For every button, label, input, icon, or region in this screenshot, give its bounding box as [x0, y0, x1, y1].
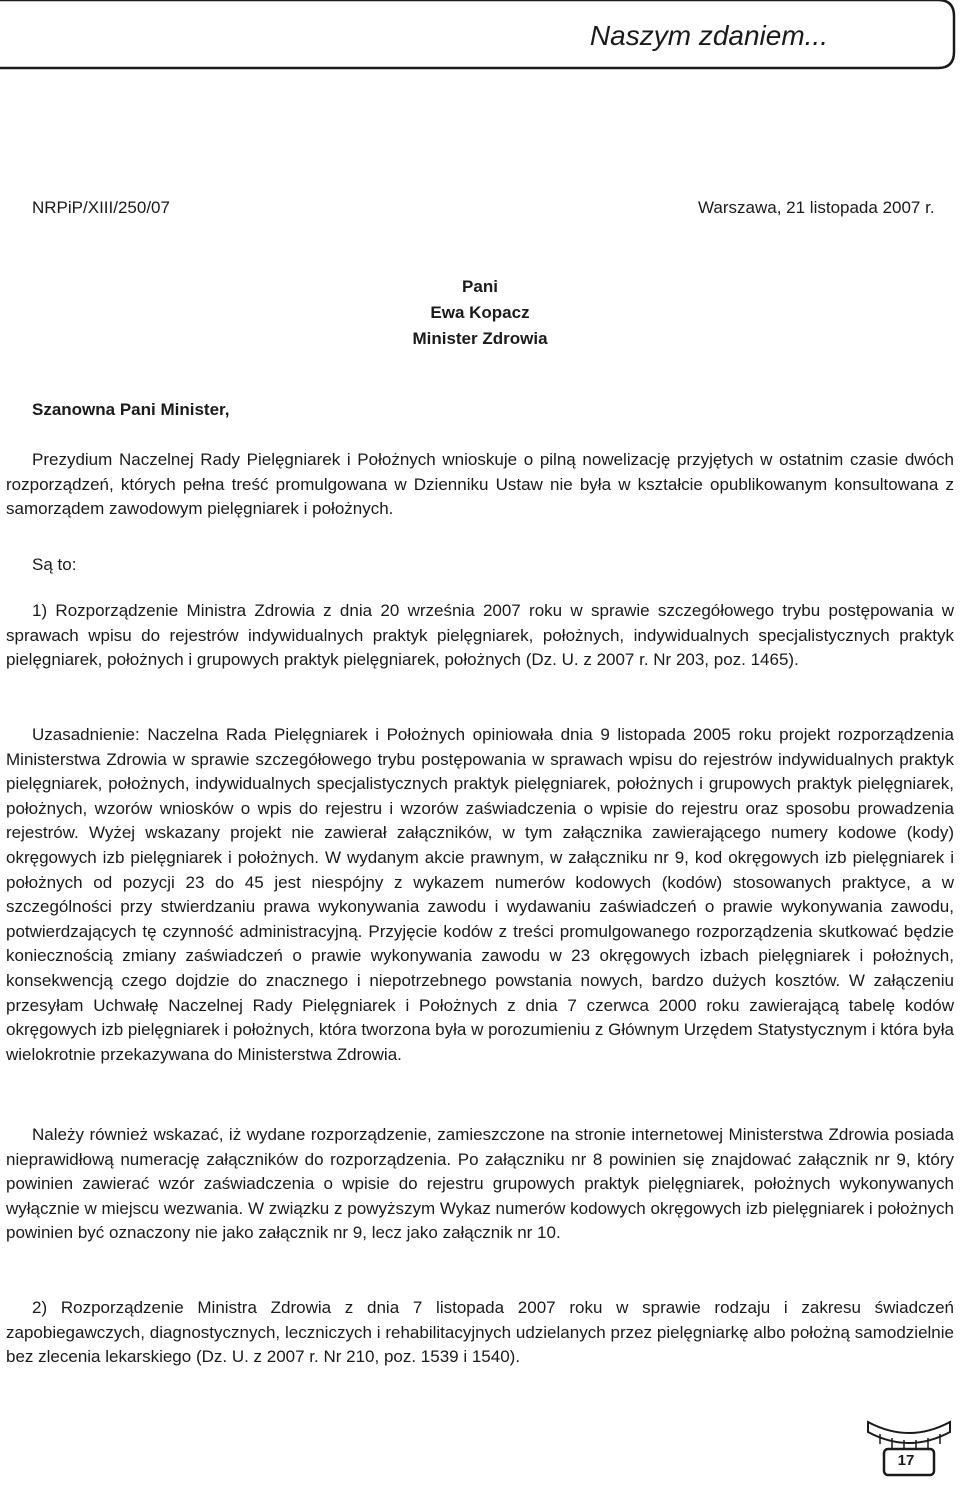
paragraph-annex-numbering: Należy również wskazać, iż wydane rozporządzenie, zamieszczone na stronie internetowej Ministerstwa Zdrowia posiada nieprawidłową numerację załączników do rozporządzenia. Po załączniku nr 8 powinien się znajdować załącznik nr 9, który powinien zawierać wzór zaświadczenia o wpisie do rejestru grupowych praktyk pielęgniarek, położnych wykonywanych wyłącznie w miejscu wezwania. W związku z powyższym Wykaz numerów kodowych okręgowych izb pielęgniarek i położnych powinien być oznaczony nie jako załącznik nr 9, lecz jako załącznik nr 10. [6, 1125, 954, 1243]
badge-ornament [864, 1418, 954, 1480]
page-number: 17 [897, 1452, 915, 1469]
addressee-name: Ewa Kopacz [430, 303, 530, 322]
addressee-title: Minister Zdrowia [412, 329, 548, 348]
reference-number: NRPiP/XIII/250/07 [32, 198, 170, 217]
paragraph-justification: Uzasadnienie: Naczelna Rada Pielęgniarek i Położnych opiniowała dnia 9 listopada 2005 roku projekt rozporządzenia Ministerstwa Zdrowia w sprawie szczegółowego trybu postępowania w sprawach wpisu do rejestrów indywidualnych praktyk pielęgniarek, położnych, indywidualnych specjalistycznych praktyk pielęgniarek, położnych i grupowych praktyk pielęgniarek, położnych, wzorów wniosków o wpis do rejestru i wzorów zaświadczenia o wpisie do rejestru oraz sposobu prowadzenia rejestrów. Wyżej wskazany projekt nie zawierał załączników, w tym załącznika zawierającego numery kodowe (kody) okręgowych izb pielęgniarek i położnych. W wydanym akcie prawnym, w załączniku nr 9, kod okręgowych izb pielęgniarek i położnych od pozycji 23 do 45 jest niespójny z wykazem numerów kodowych (kodów) stosowanych praktyce, a w szczególności przy stwierdzaniu prawa wykonywania zawodu i wydawaniu zaświadczeń o prawie wykonywania zawodu, potwierdzających tę czynność administracyjną. Przyjęcie kodów z treści promulgowanego rozporządzenia skutkować będzie koniecznością zmiany zaświadczeń o prawie wykonywania zawodu w 23 okręgowych izbach pielęgniarek i położnych, konsekwencją czego dojdzie do znacznego i niepotrzebnego powstania nowych, bardzo dużych kosztów. W załączeniu przesyłam Uchwałę Naczelnej Rady Pielęgniarek i Położnych z dnia 7 czerwca 2000 roku zawierającą tabelę kodów okręgowych izb pielęgniarek i położnych, która tworzona była w porozumieniu z Głównym Urzędem Statystycznym i która była wielokrotnie przekazywana do Ministerstwa Zdrowia. [6, 725, 954, 1064]
paragraph-intro: Prezydium Naczelnej Rady Pielęgniarek i Położnych wnioskuje o pilną nowelizację przyjętych w ostatnim czasie dwóch rozporządzeń, których pełna treść promulgowana w Dzienniku Ustaw nie była w kształcie opublikowanym konsultowana z samorządem zawodowym pielęgniarek i położnych. [6, 450, 954, 519]
paragraph-item-2: 2) Rozporządzenie Ministra Zdrowia z dnia 7 listopada 2007 roku w sprawie rodzaju i zakresu świadczeń zapobiegawczych, diagnostycznych, leczniczych i rehabilitacyjnych udzielanych przez pielęgniarkę albo położną samodzielnie bez zlecenia lekarskiego (Dz. U. z 2007 r. Nr 210, poz. 1539 i 1540). [6, 1298, 954, 1367]
header-banner [0, 0, 960, 72]
paragraph-list-intro: Są to: [32, 555, 77, 574]
place-date: Warszawa, 21 listopada 2007 r. [698, 198, 935, 217]
section-title: Naszym zdaniem... [589, 20, 828, 51]
paragraph-item-1: 1) Rozporządzenie Ministra Zdrowia z dnia 20 września 2007 roku w sprawie szczegółowego trybu postępowania w sprawach wpisu do rejestrów indywidualnych praktyk pielęgniarek, położnych, indywidualnych specjalistycznych praktyk pielęgniarek, położnych i grupowych praktyk pielęgniarek, położnych (Dz. U. z 2007 r. Nr 203, poz. 1465). [6, 601, 954, 670]
addressee-block [0, 274, 960, 352]
salutation: Szanowna Pani Minister, [32, 400, 230, 419]
addressee-line: Pani [462, 277, 498, 296]
page-number-badge [864, 1418, 954, 1480]
